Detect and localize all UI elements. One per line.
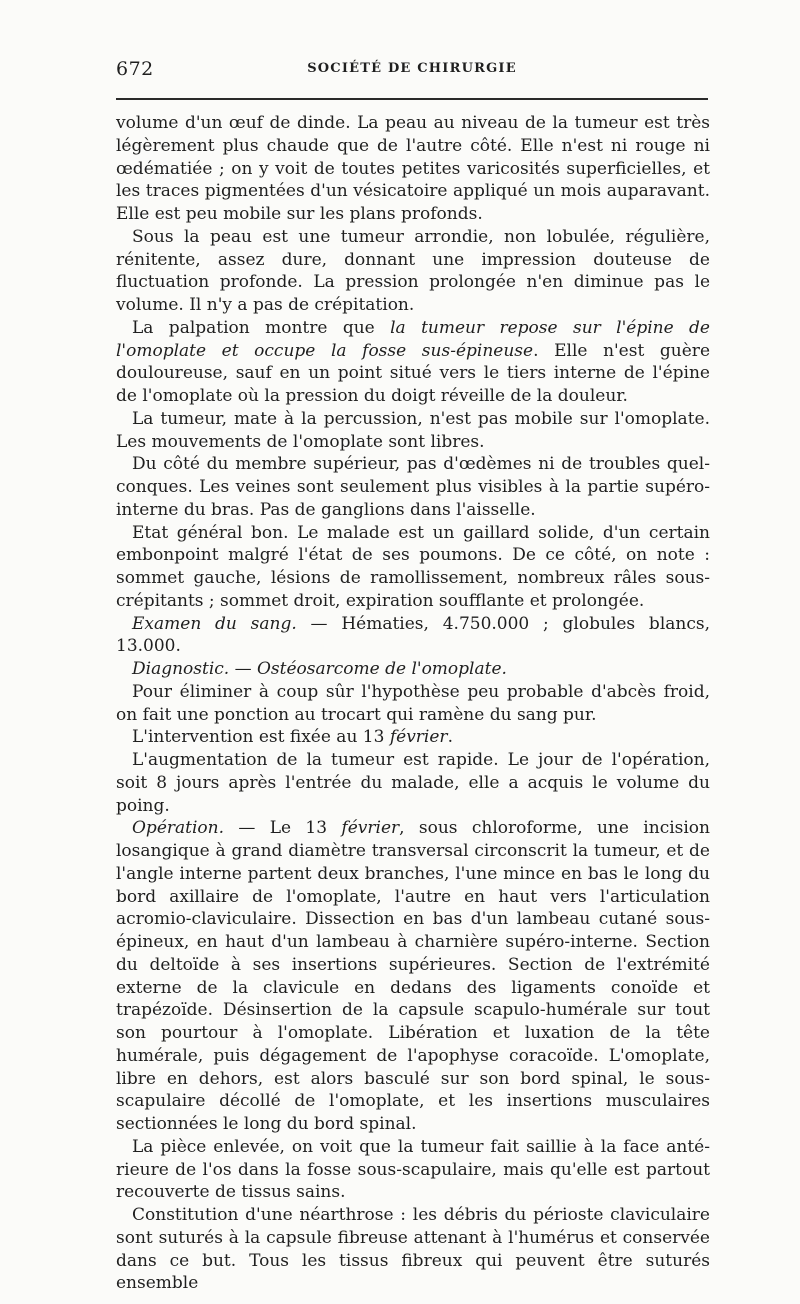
text-run: Du côté du membre supérieur, pas d'œdèmes ni de troubles quelconques. Les veines sont seulement plus visibles à la partie supéro-interne du bras. Pas de ganglions dans l'aisselle. <box>116 454 710 520</box>
paragraph-1 <box>116 112 710 226</box>
paragraph-13 <box>116 1136 710 1204</box>
paragraph-10 <box>116 726 710 749</box>
text-run: La palpation montre que <box>132 317 391 338</box>
italic-run: février <box>341 818 400 839</box>
text-run: L'augmentation de la tumeur est rapide. Le jour de l'opération, soit 8 jours après l'entrée du malade, elle a acquis le volume du poing. <box>116 750 710 816</box>
paragraph-3 <box>116 317 710 408</box>
text-run: La pièce enlevée, on voit que la tumeur fait saillie à la face antérieure de l'os dans la fosse sous-scapulaire, mais qu'elle est partout recouverte de tissus sains. <box>116 1136 710 1203</box>
text-run: Sous la peau est une tumeur arrondie, non lobulée, régulière, rénitente, assez dure, donnant une impression douteuse de fluctuation profonde. La pression prolongée n'en diminue pas le volume. Il n'y a pas de crépitation. <box>116 226 710 315</box>
paragraph-12 <box>116 817 710 1136</box>
text-run: — <box>229 659 257 679</box>
page-number: 672 <box>116 58 154 80</box>
paragraph-2 <box>116 226 710 317</box>
header-rule <box>116 98 708 100</box>
text-run: — Hématies, 4.750.000 ; globules blancs, 13.000. <box>116 613 710 657</box>
page-header <box>116 58 708 88</box>
text-run: — Le 13 <box>224 818 342 839</box>
paragraph-9 <box>116 681 710 727</box>
text-run: . Elle n'est guère douloureuse, sauf en un point situé vers le tiers interne de l'épine de l'omoplate où la pression du doigt réveille de la douleur. <box>116 340 710 406</box>
running-head: SOCIÉTÉ DE CHIRURGIE <box>307 61 517 76</box>
italic-run: Opération. <box>132 818 224 839</box>
text-run: volume d'un œuf de dinde. La peau au niveau de la tumeur est très légèrement plus chaude que de l'autre côté. Elle n'est ni rouge ni œdématiée ; on y voit de toutes petites varicosités superficielles, et les traces pigmentées d'un vésicatoire appliqué un mois auparavant. Elle est peu mobile sur les plans profonds. <box>116 113 710 224</box>
italic-run: Examen du sang. <box>132 613 297 634</box>
italic-run: Diagnostic. <box>132 659 230 679</box>
text-run: Pour éliminer à coup sûr l'hypothèse peu probable d'abcès froid, on fait une ponction au trocart qui ramène du sang pur. <box>116 681 710 725</box>
text-run: L'intervention est fixée au 13 <box>132 727 390 748</box>
italic-run: février <box>389 727 448 748</box>
paragraph-6 <box>116 522 710 613</box>
paragraph-5 <box>116 453 710 521</box>
text-run: , sous chloroforme, une incision losangique à grand diamètre transversal circonscrit la tumeur, et de l'angle interne partent deux branches, l'une mince en bas le long du bord axillaire de l'omoplate, l'autre en haut vers l'articulation acromio-claviculaire. Dissection en bas d'un lambeau cutané sous-épineux, en haut d'un lambeau à charnière supéro-interne. Section du deltoïde à ses insertions supérieures. Section de l'extrémité externe de la clavicule en dedans des ligaments conoïde et trapézoïde. Désinsertion de la capsule scapulo-humérale sur tout son pourtour à l'omoplate. Libération et luxation de la tête humérale, puis dégagement de l'apophyse coracoïde. L'omoplate, libre en dehors, est alors basculé sur son bord spinal, le sous-scapulaire décollé de l'omoplate, et les insertions musculaires sectionnées le long du bord spinal. <box>116 818 710 1134</box>
paragraph-14 <box>116 1204 710 1295</box>
italic-run: Ostéosarcome de l'omoplate. <box>257 659 507 679</box>
paragraph-4 <box>116 408 710 454</box>
paragraph-8 <box>116 658 710 681</box>
paragraph-7 <box>116 613 710 659</box>
italic-run: la tumeur repose sur l'épine de l'omoplate et occupe la fosse sus-épineuse <box>116 317 710 361</box>
paragraph-11 <box>116 749 710 817</box>
body-text <box>116 112 710 1295</box>
text-run: Constitution d'une néarthrose : les débris du périoste claviculaire sont suturés à la capsule fibreuse attenant à l'humérus et conservée dans ce but. Tous les tissus fibreux qui peuvent être suturés ensemble <box>116 1205 710 1294</box>
text-run: Etat général bon. Le malade est un gaillard solide, d'un certain embonpoint malgré l'état de ses poumons. De ce côté, on note : sommet gauche, lésions de ramollissement, nombreux râles sous-crépitants ; sommet droit, expiration soufflante et prolongée. <box>116 522 710 611</box>
text-run: La tumeur, mate à la percussion, n'est pas mobile sur l'omoplate. Les mouvements de l'omoplate sont libres. <box>116 408 710 452</box>
text-run: . <box>447 727 453 748</box>
